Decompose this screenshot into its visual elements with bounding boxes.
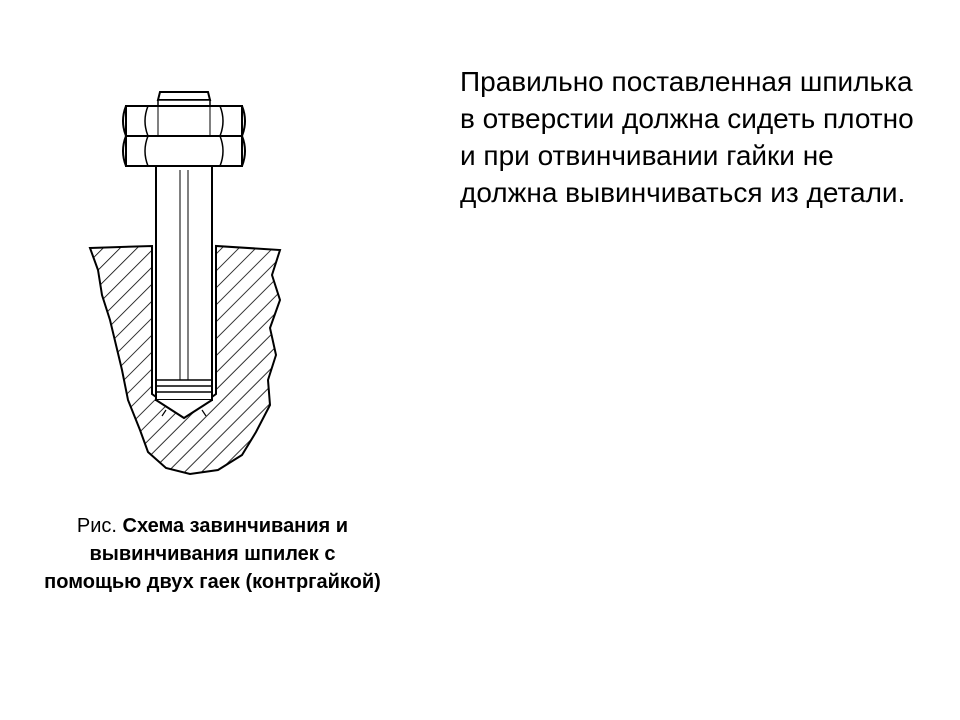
stud-diagram [70,60,300,490]
caption-prefix: Рис. [76,515,123,537]
body-paragraph: Правильно поставленная шпилька в отверстии должна сидеть плотно и при отвинчивании гайки не должна вывинчиваться из детали. [460,66,914,208]
stud-top [158,92,210,100]
figure-caption [40,512,385,596]
main-nut [123,136,245,166]
caption-title: Схема завинчивания и вывинчивания шпилек с помощью двух гаек (контргайкой) [44,515,381,593]
stud [156,165,212,418]
lock-nut [123,106,245,136]
